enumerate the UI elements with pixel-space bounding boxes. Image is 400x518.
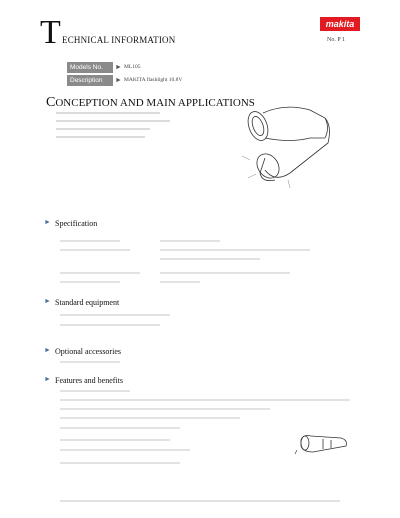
header-initial: T: [40, 14, 61, 51]
conception-text-lines: [50, 110, 220, 150]
models-arrow-icon: ►: [115, 63, 122, 71]
conception-rest: ONCEPTION AND MAIN APPLICATIONS: [55, 97, 255, 109]
models-value: ML105: [124, 64, 141, 70]
conception-heading: [46, 95, 255, 111]
features-arrow-icon: ►: [44, 375, 51, 383]
description-label: Description: [67, 75, 113, 86]
specification-arrow-icon: ►: [44, 218, 51, 226]
conception-cap: C: [46, 95, 56, 110]
footer-text-lines: [60, 498, 350, 506]
makita-logo: makita: [320, 17, 360, 31]
models-label: Models No.: [67, 62, 113, 73]
description-arrow-icon: ►: [115, 76, 122, 84]
description-value: MAKITA flashlight 10.8V: [124, 77, 183, 83]
optional-accessories-arrow-icon: ►: [44, 346, 51, 354]
header-title: ECHNICAL INFORMATION: [62, 35, 176, 45]
optional-accessories-heading: Optional accessories: [55, 347, 121, 356]
specification-heading: Specification: [55, 219, 98, 228]
tool-illustration: [293, 428, 353, 458]
flashlight-illustration: [230, 98, 340, 198]
optional-accessories-text-lines: [60, 359, 180, 367]
standard-equipment-heading: Standard equipment: [55, 298, 120, 307]
standard-equipment-text-lines: [60, 312, 260, 332]
specification-text-lines: [60, 238, 350, 288]
features-heading: Features and benefits: [55, 376, 123, 385]
standard-equipment-arrow-icon: ►: [44, 297, 51, 305]
document-number: No. P 1: [327, 37, 345, 43]
